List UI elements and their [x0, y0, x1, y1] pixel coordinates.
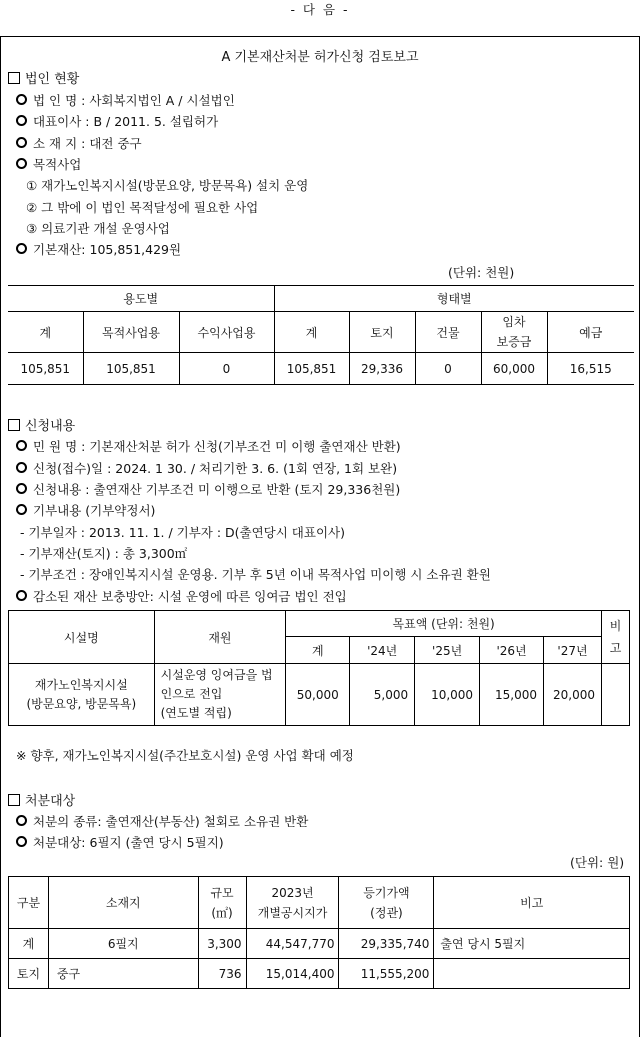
circle-bullet-icon — [16, 504, 27, 515]
bullet-item: 법 인 명 : 사회복지법인 A / 시설법인 — [16, 91, 235, 109]
unit-label: (단위: 천원) — [448, 265, 515, 280]
unit-label: (단위: 원) — [570, 855, 625, 870]
table-cell: 재가노인복지시설 (방문요양, 방문목욕) — [9, 664, 155, 726]
bullet-item: 신청(접수)일 : 2024. 1 30. / 처리기한 3. 6. (1회 연장, 1회 보완) — [16, 459, 397, 477]
circle-bullet-icon — [16, 158, 27, 169]
checkbox-square-icon — [8, 794, 20, 806]
purpose-item: ② 그 밖에 이 법인 목적달성에 필요한 사업 — [26, 200, 259, 215]
table-row — [9, 929, 630, 959]
table-header-cell: 비 고 — [602, 611, 630, 664]
bullet-item: 기본재산: 105,851,429원 — [16, 240, 181, 258]
note-text: ※ 향후, 재가노인복지시설(주간보호시설) 운영 사업 확대 예정 — [16, 748, 354, 763]
table-cell: 105,851 — [83, 353, 179, 385]
table-cell — [602, 664, 630, 726]
table-cell: 시설운영 잉여금을 법 인으로 전입 (연도별 적립) — [154, 664, 286, 726]
table-cell: 29,336 — [349, 353, 415, 385]
table-cell: 토지 — [9, 959, 49, 989]
table-header-cell: 계 — [274, 312, 349, 353]
header-label: - 다 음 - — [290, 2, 350, 17]
bullet-item: 처분의 종류: 출연재산(부동산) 철회로 소유권 반환 — [16, 812, 308, 830]
table-header-cell: '26년 — [480, 637, 544, 664]
table-header-cell: 규모 (㎡) — [198, 877, 246, 929]
table-group-header: 목표액 (단위: 천원) — [286, 611, 602, 637]
table-header-cell: 건물 — [415, 312, 481, 353]
table-cell: 50,000 — [286, 664, 350, 726]
table-cell: 계 — [9, 929, 49, 959]
sub-item: - 기부조건 : 장애인복지시설 운영용. 기부 후 5년 이내 목적사업 미이행 시 소유권 환원 — [20, 567, 491, 582]
table-header-cell: 소재지 — [48, 877, 198, 929]
disposal-table — [8, 876, 630, 989]
table-cell: 0 — [415, 353, 481, 385]
circle-bullet-icon — [16, 483, 27, 494]
table-cell: 16,515 — [547, 353, 634, 385]
circle-bullet-icon — [16, 815, 27, 826]
table-row — [9, 959, 630, 989]
checkbox-square-icon — [8, 419, 20, 431]
table-cell: 20,000 — [544, 664, 602, 726]
section-corporate-status — [8, 68, 79, 87]
bullet-item: 소 재 지 : 대전 중구 — [16, 134, 142, 152]
table-header-cell: 토지 — [349, 312, 415, 353]
circle-bullet-icon — [16, 115, 27, 126]
table-header-cell: '27년 — [544, 637, 602, 664]
table-header-cell: 계 — [286, 637, 350, 664]
section-application — [8, 415, 75, 434]
bullet-item: 처분대상: 6필지 (출연 당시 5필지) — [16, 833, 224, 851]
table-header-cell: 등기가액 (정관) — [339, 877, 434, 929]
circle-bullet-icon — [16, 243, 27, 254]
table-group-header: 형태별 — [274, 286, 634, 312]
table-header-cell: '25년 — [415, 637, 480, 664]
table-header-cell: 임차 보증금 — [481, 312, 547, 353]
table-header-cell: 구분 — [9, 877, 49, 929]
table-header-cell: 목적사업용 — [83, 312, 179, 353]
table-header-cell: 수익사업용 — [179, 312, 274, 353]
section-heading: 처분대상 — [25, 794, 76, 809]
purpose-item: ③ 의료기관 개설 운영사업 — [26, 221, 170, 236]
circle-bullet-icon — [16, 440, 27, 451]
bullet-item: 감소된 재산 보충방안: 시설 운영에 따른 잉여금 법인 전입 — [16, 587, 347, 605]
table-cell: 105,851 — [274, 353, 349, 385]
section-heading: 법인 현황 — [25, 72, 80, 87]
funding-plan-table — [8, 610, 630, 726]
section-disposal-target — [8, 790, 75, 809]
table-cell: 15,014,400 — [246, 959, 339, 989]
sub-item: - 기부일자 : 2013. 11. 1. / 기부자 : D(출연당시 대표이사) — [20, 525, 345, 540]
table-header-cell: 재원 — [154, 611, 286, 664]
table-header-cell: 예금 — [547, 312, 634, 353]
table-cell: 60,000 — [481, 353, 547, 385]
purpose-item: ① 재가노인복지시설(방문요양, 방문목욕) 설치 운영 — [26, 178, 309, 193]
circle-bullet-icon — [16, 462, 27, 473]
bullet-item: 목적사업 — [16, 155, 81, 173]
bullet-item: 민 원 명 : 기본재산처분 허가 신청(기부조건 미 이행 출연재산 반환) — [16, 437, 401, 455]
bullet-item: 대표이사 : B / 2011. 5. 설립허가 — [16, 112, 218, 130]
assets-table — [8, 285, 634, 385]
circle-bullet-icon — [16, 94, 27, 105]
table-cell: 29,335,740 — [339, 929, 434, 959]
table-header-cell: '24년 — [350, 637, 415, 664]
table-cell: 15,000 — [480, 664, 544, 726]
table-cell: 출연 당시 5필지 — [434, 929, 630, 959]
circle-bullet-icon — [16, 137, 27, 148]
table-cell: 6필지 — [48, 929, 198, 959]
table-cell: 10,000 — [415, 664, 480, 726]
bullet-item: 기부내용 (기부약정서) — [16, 501, 155, 519]
table-group-header: 용도별 — [8, 286, 274, 312]
section-heading: 신청내용 — [25, 419, 76, 434]
sub-item: - 기부재산(토지) : 총 3,300㎡ — [20, 546, 188, 561]
table-cell: 105,851 — [8, 353, 83, 385]
circle-bullet-icon — [16, 590, 27, 601]
table-cell: 중구 — [48, 959, 198, 989]
table-cell: 3,300 — [198, 929, 246, 959]
table-cell: 11,555,200 — [339, 959, 434, 989]
table-header-cell: 계 — [8, 312, 83, 353]
table-cell: 5,000 — [350, 664, 415, 726]
table-header-cell: 시설명 — [9, 611, 155, 664]
document-title: A 기본재산처분 허가신청 검토보고 — [221, 50, 419, 65]
table-header-cell: 비고 — [434, 877, 630, 929]
table-cell: 44,547,770 — [246, 929, 339, 959]
circle-bullet-icon — [16, 836, 27, 847]
bullet-item: 신청내용 : 출연재산 기부조건 미 이행으로 반환 (토지 29,336천원) — [16, 480, 400, 498]
checkbox-square-icon — [8, 72, 20, 84]
table-cell: 0 — [179, 353, 274, 385]
table-cell: 736 — [198, 959, 246, 989]
table-header-cell: 2023년 개별공시지가 — [246, 877, 339, 929]
table-cell — [434, 959, 630, 989]
